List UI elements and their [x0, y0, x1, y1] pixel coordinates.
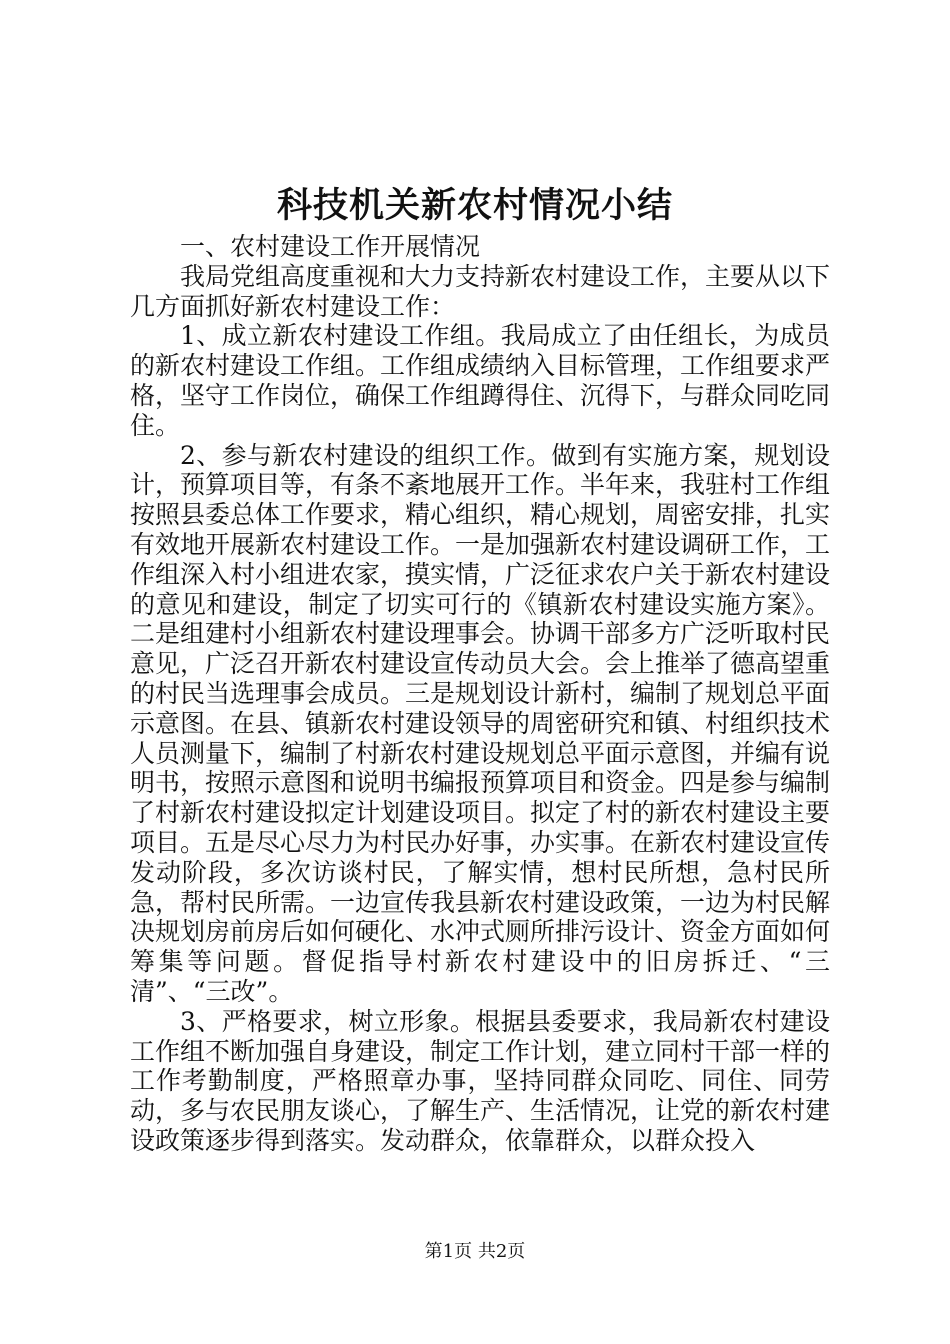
- page-footer: 第1页 共2页: [424, 1241, 526, 1262]
- paragraph-item-2: 2、参与新农村建设的组织工作。做到有实施方案，规划设计，预算项目等，有条不紊地展开工作。半年来，我驻村工作组按照县委总体工作要求，精心组织，精心规划，周密安排，扎实有效地开展新农村建设工作。一是加强新农村建设调研工作，工作组深入村小组进农家，摸实情，广泛征求农户关于新农村建设的意见和建设，制定了切实可行的《镇新农村建设实施方案》。二是组建村小组新农村建设理事会。协调干部多方广泛听取村民意见，广泛召开新农村建设宣传动员大会。会上推举了德高望重的村民当选理事会成员。三是规划设计新村，编制了规划总平面示意图。在县、镇新农村建设领导的周密研究和镇、村组织技术人员测量下，编制了村新农村建设规划总平面示意图，并编有说明书，按照示意图和说明书编报预算项目和资金。四是参与编制了村新农村建设拟定计划建设项目。拟定了村的新农村建设主要项目。五是尽心尽力为村民办好事，办实事。在新农村建设宣传发动阶段，多次访谈村民，了解实情，想村民所想，急村民所急，帮村民所需。一边宣传我县新农村建设政策，一边为村民解决规划房前房后如何硬化、水冲式厕所排污设计、资金方面如何筹集等问题。督促指导村新农村建设中的旧房拆迁、“三清”、“三改”。: [130, 440, 831, 1006]
- document-title: 科技机关新农村情况小结: [276, 185, 673, 226]
- paragraph-intro: 我局党组高度重视和大力支持新农村建设工作，主要从以下几方面抓好新农村建设工作：: [130, 261, 831, 321]
- paragraph-item-1: 1、成立新农村建设工作组。我局成立了由任组长，为成员的新农村建设工作组。工作组成绩纳入目标管理，工作组要求严格，坚守工作岗位，确保工作组蹲得住、沉得下，与群众同吃同住。: [130, 321, 831, 440]
- paragraph-item-3: 3、严格要求，树立形象。根据县委要求，我局新农村建设工作组不断加强自身建设，制定工作计划，建立同村干部一样的工作考勤制度，严格照章办事，坚持同群众同吃、同住、同劳动，多与农民朋友谈心，了解生产、生活情况，让党的新农村建设政策逐步得到落实。发动群众，依靠群众，以群众投入: [130, 1006, 831, 1155]
- section-heading: 一、农村建设工作开展情况: [180, 232, 481, 261]
- document-body: [130, 232, 830, 1156]
